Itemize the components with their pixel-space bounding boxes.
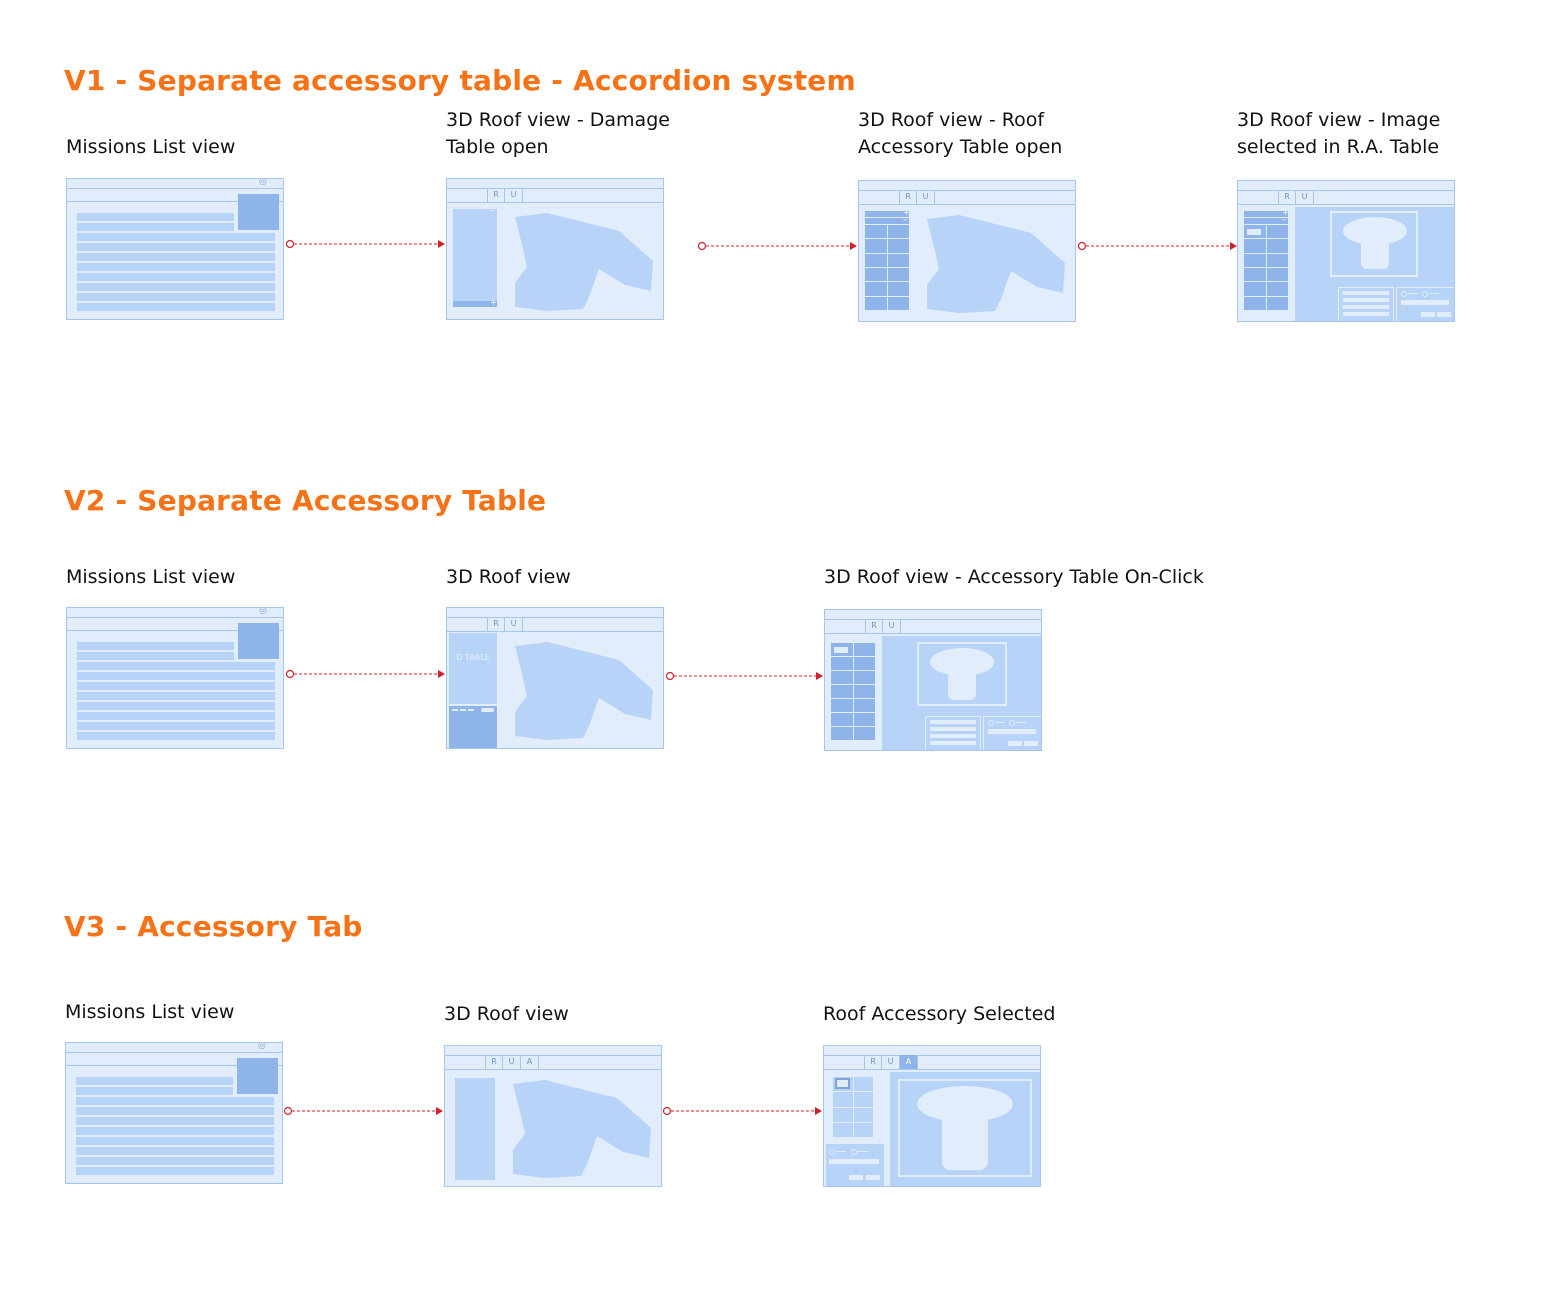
detail-list [1338,287,1394,322]
settings-icon: ◎ [258,1042,266,1051]
v1-title: V1 - Separate accessory table - Accordion system [64,64,856,97]
detail-form [983,716,1042,751]
settings-icon: ◎ [259,178,267,187]
cancel-button[interactable] [1008,741,1022,746]
plus-icon[interactable]: + [490,298,497,307]
flow-arrow [662,1105,824,1117]
v1-damage-table-wireframe[interactable] [446,178,664,320]
mission-thumbnail [237,1058,278,1094]
accessory-image [824,1046,1041,1187]
flow-arrow [697,240,859,252]
text-field[interactable] [1401,300,1449,305]
roof-3d-model[interactable] [447,179,664,320]
list-item [77,283,275,291]
tab-r[interactable]: R [487,188,505,202]
list-item [76,1087,233,1095]
list-item [77,692,275,700]
cancel-button[interactable] [1421,312,1435,317]
damage-table-text: D TABLE [456,653,490,662]
v1-step1-label: Missions List view [66,136,236,158]
list-item [77,213,234,221]
v2-title: V2 - Separate Accessory Table [64,484,547,517]
v1-accessory-table-wireframe[interactable] [858,180,1076,322]
tab-r[interactable]: R [864,1055,882,1069]
tab-u[interactable]: U [917,190,935,204]
radio-icon[interactable] [1009,720,1015,726]
tab-u[interactable]: U [505,617,523,631]
v3-step2-label: 3D Roof view [444,1003,569,1025]
flow-arrow [285,668,447,680]
minus-icon[interactable]: – [903,215,907,224]
v3-step1-label: Missions List view [65,1001,235,1023]
wireframe-topbar [67,608,283,618]
roof-3d-model[interactable] [859,181,1076,322]
list-item [76,1137,274,1145]
v2-step1-label: Missions List view [66,566,236,588]
tab-r[interactable]: R [485,1055,503,1069]
tab-r[interactable]: R [1278,190,1296,204]
tab-a[interactable]: A [521,1055,539,1069]
tab-a[interactable]: A [900,1055,918,1069]
minus-icon[interactable]: – [490,206,494,215]
minus-icon[interactable]: – [1282,215,1286,224]
list-item [77,662,275,670]
list-item [76,1147,274,1155]
roof-3d-model[interactable] [445,1046,662,1187]
settings-icon: ◎ [259,607,267,616]
list-item [76,1097,274,1105]
tab-u[interactable]: U [503,1055,521,1069]
v2-step2-label: 3D Roof view [446,566,571,588]
list-item [77,243,275,251]
v3-missions-list-wireframe[interactable] [65,1042,283,1184]
radio-icon[interactable] [1401,291,1407,297]
v2-accessory-onclick-wireframe[interactable] [824,609,1042,751]
save-button[interactable] [1024,741,1038,746]
radio-icon[interactable] [1422,291,1428,297]
mission-thumbnail [238,194,279,230]
tab-u[interactable]: U [505,188,523,202]
list-item [77,672,275,680]
v3-roof-view-wireframe[interactable] [444,1045,662,1187]
wireframe-topbar [66,1043,282,1053]
roof-3d-model[interactable] [447,608,664,749]
flow-arrow [665,670,825,682]
save-button[interactable] [1437,312,1451,317]
list-item [77,263,275,271]
v1-missions-list-wireframe[interactable] [66,178,284,320]
v1-image-selected-wireframe[interactable] [1237,180,1455,322]
list-item [76,1127,274,1135]
tab-u[interactable]: U [1296,190,1314,204]
text-field[interactable] [988,729,1036,734]
list-item [76,1167,274,1175]
tab-r[interactable]: R [899,190,917,204]
list-item [77,712,275,720]
v1-step2-label: 3D Roof view - Damage Table open [446,109,670,158]
list-item [76,1157,274,1165]
tab-r[interactable]: R [865,619,883,633]
flow-arrow [1077,240,1239,252]
v2-step3-label: 3D Roof view - Accessory Table On-Click [824,566,1204,588]
v3-step3-label: Roof Accessory Selected [823,1003,1056,1025]
v1-step4-label: 3D Roof view - Image selected in R.A. Table [1237,109,1441,158]
list-item [77,682,275,690]
list-item [77,293,275,301]
v3-title: V3 - Accessory Tab [64,910,363,943]
list-item [77,223,234,231]
list-item [77,273,275,281]
list-item [77,702,275,710]
list-item [77,253,275,261]
detail-form [1396,287,1455,322]
tab-r[interactable]: R [487,617,505,631]
v1-step3-label: 3D Roof view - Roof Accessory Table open [858,109,1063,158]
list-item [76,1107,274,1115]
list-item [77,652,234,660]
mission-thumbnail [238,623,279,659]
radio-icon[interactable] [988,720,994,726]
list-item [77,303,275,311]
list-item [77,722,275,730]
flow-arrow [283,1105,445,1117]
v2-roof-view-wireframe[interactable] [446,607,664,749]
list-item [76,1077,233,1085]
list-item [77,233,275,241]
flow-arrow [285,238,447,250]
tab-u[interactable]: U [882,1055,900,1069]
tab-u[interactable]: U [883,619,901,633]
list-item [77,732,275,740]
list-item [77,642,234,650]
v3-accessory-selected-wireframe[interactable] [823,1045,1041,1187]
wireframe-topbar [67,179,283,189]
list-item [76,1117,274,1125]
plus-icon[interactable]: + [903,208,910,217]
v2-missions-list-wireframe[interactable] [66,607,284,749]
detail-list [925,716,981,751]
plus-icon[interactable]: + [1282,208,1289,217]
